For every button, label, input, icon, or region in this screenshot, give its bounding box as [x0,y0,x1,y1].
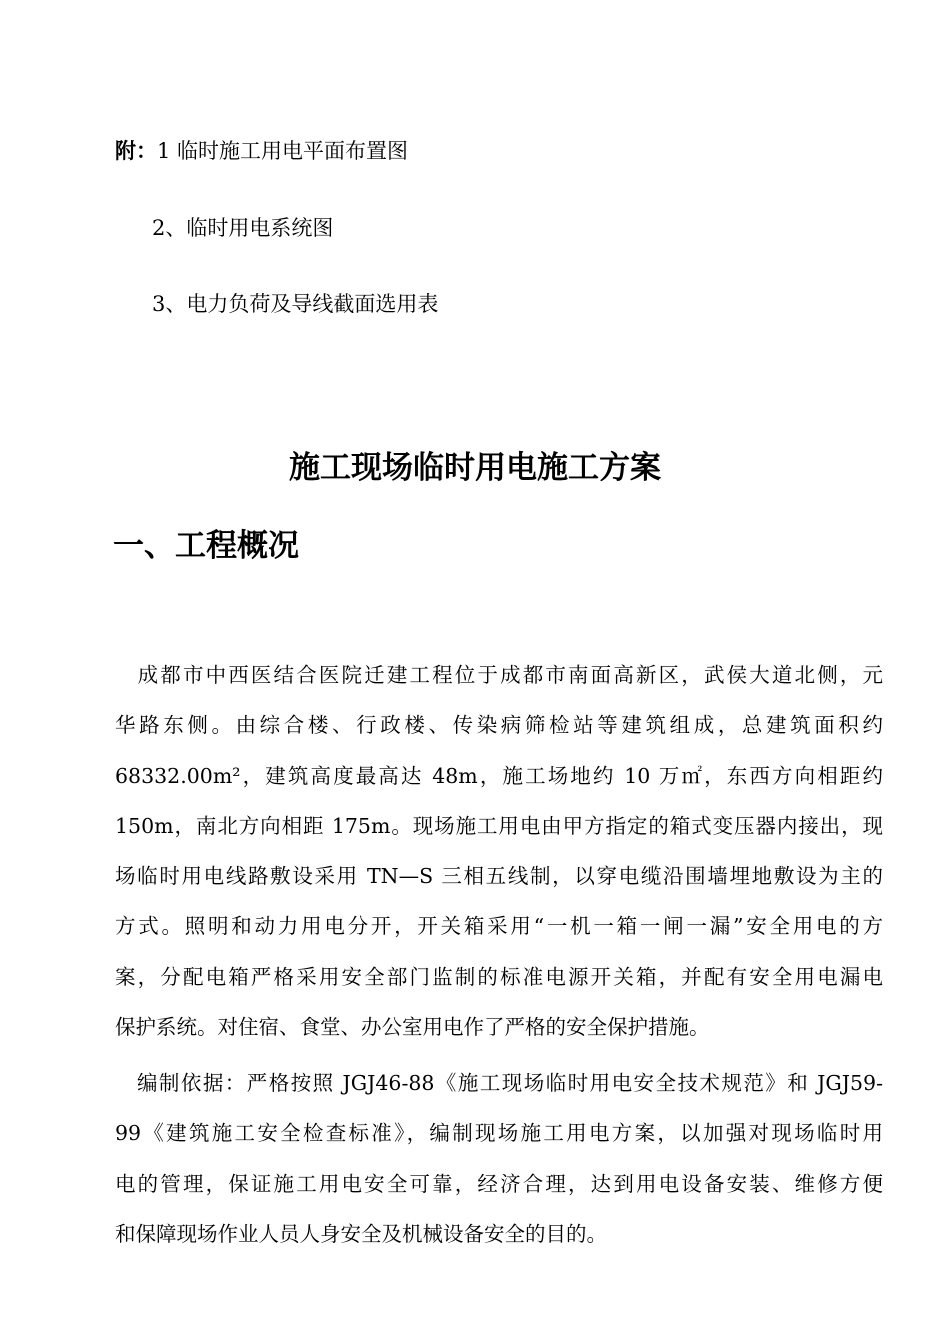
paragraph-line: 150m，南北方向相距 175m。现场施工用电由甲方指定的箱式变压器内接出，现 [115,813,883,838]
paragraph-line: 成都市中西医结合医院迁建工程位于成都市南面高新区，武侯大道北侧，元 [115,663,883,687]
attachment-item-1 [115,136,408,166]
paragraph-line: 电的管理，保证施工用电安全可靠，经济合理，达到用电设备安装、维修方便 [115,1171,883,1196]
paragraph-line: 方式。照明和动力用电分开，开关箱采用“一机一箱一闸一漏”安全用电的方 [115,914,883,939]
paragraph-line: 编制依据：严格按照 JGJ46-88《施工现场临时用电安全技术规范》和 JGJ59- [115,1071,883,1095]
paragraph-line: 华路东侧。由综合楼、行政楼、传染病筛检站等建筑组成，总建筑面积约 [115,713,883,738]
attachment-item-3: 3、电力负荷及导线截面选用表 [152,292,439,316]
document-title: 施工现场临时用电施工方案 [289,450,661,486]
paragraph-line: 68332.00m²，建筑高度最高达 48m，施工场地约 10 万㎡，东西方向相距约 [115,763,883,788]
paragraph-line: 和保障现场作业人员人身安全及机械设备安全的目的。 [115,1221,607,1246]
attachment-item-1-text: 1 临时施工用电平面布置图 [157,139,409,163]
paragraph-overview [115,660,883,1062]
paragraph-line: 案，分配电箱严格采用安全部门监制的标准电源开关箱，并配有安全用电漏电 [115,964,883,989]
attachment-item-2: 2、临时用电系统图 [152,216,334,240]
attachment-lead: 附： [115,139,157,163]
section-heading: 一、工程概况 [113,528,299,564]
paragraph-line: 保护系统。对住宿、食堂、办公室用电作了严格的安全保护措施。 [115,1015,710,1040]
paragraph-basis [115,1068,883,1269]
paragraph-line: 场临时用电线路敷设采用 TN—S 三相五线制，以穿电缆沿围墙埋地敷设为主的 [115,864,883,889]
paragraph-line: 99《建筑施工安全检查标准》，编制现场施工用电方案，以加强对现场临时用 [115,1121,883,1146]
